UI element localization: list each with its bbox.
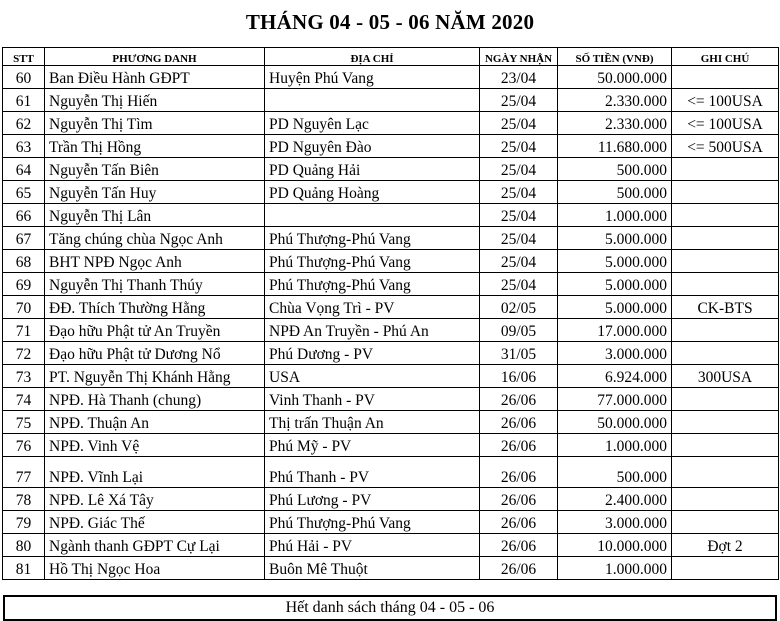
cell-address: PD Quảng Hải bbox=[265, 158, 480, 181]
cell-note bbox=[672, 488, 779, 511]
cell-date: 02/05 bbox=[480, 296, 558, 319]
cell-name: ĐĐ. Thích Thường Hằng bbox=[45, 296, 265, 319]
cell-note bbox=[672, 319, 779, 342]
cell-date: 25/04 bbox=[480, 204, 558, 227]
cell-name: PT. Nguyễn Thị Khánh Hằng bbox=[45, 365, 265, 388]
cell-address: Phú Thanh - PV bbox=[265, 457, 480, 488]
cell-date: 26/06 bbox=[480, 434, 558, 457]
cell-amount: 2.400.000 bbox=[558, 488, 672, 511]
cell-date: 26/06 bbox=[480, 457, 558, 488]
table-row bbox=[3, 388, 779, 411]
cell-address: USA bbox=[265, 365, 480, 388]
table-row bbox=[3, 89, 779, 112]
cell-name: NPĐ. Thuận An bbox=[45, 411, 265, 434]
cell-date: 26/06 bbox=[480, 388, 558, 411]
table-row bbox=[3, 273, 779, 296]
cell-name: NPĐ. Giác Thế bbox=[45, 511, 265, 534]
cell-stt: 73 bbox=[3, 365, 45, 388]
cell-date: 26/06 bbox=[480, 557, 558, 580]
cell-stt: 69 bbox=[3, 273, 45, 296]
cell-stt: 65 bbox=[3, 181, 45, 204]
header-address: ĐỊA CHỈ bbox=[265, 48, 480, 66]
cell-address: NPĐ An Truyền - Phú An bbox=[265, 319, 480, 342]
cell-stt: 60 bbox=[3, 66, 45, 89]
cell-note bbox=[672, 158, 779, 181]
cell-date: 25/04 bbox=[480, 112, 558, 135]
cell-note bbox=[672, 227, 779, 250]
cell-name: NPĐ. Hà Thanh (chung) bbox=[45, 388, 265, 411]
cell-note bbox=[672, 411, 779, 434]
cell-stt: 66 bbox=[3, 204, 45, 227]
cell-address: Phú Mỹ - PV bbox=[265, 434, 480, 457]
cell-stt: 77 bbox=[3, 457, 45, 488]
cell-note: CK-BTS bbox=[672, 296, 779, 319]
cell-date: 25/04 bbox=[480, 227, 558, 250]
cell-address: Phú Thượng-Phú Vang bbox=[265, 250, 480, 273]
cell-address: Chùa Vọng Trì - PV bbox=[265, 296, 480, 319]
cell-stt: 61 bbox=[3, 89, 45, 112]
cell-amount: 50.000.000 bbox=[558, 66, 672, 89]
table-row bbox=[3, 227, 779, 250]
cell-name: NPĐ. Vĩnh Lại bbox=[45, 457, 265, 488]
cell-note: 300USA bbox=[672, 365, 779, 388]
cell-address: Huyện Phú Vang bbox=[265, 66, 480, 89]
cell-amount: 1.000.000 bbox=[558, 557, 672, 580]
cell-name: Nguyễn Thị Thanh Thúy bbox=[45, 273, 265, 296]
cell-note bbox=[672, 181, 779, 204]
cell-note bbox=[672, 66, 779, 89]
cell-amount: 500.000 bbox=[558, 158, 672, 181]
cell-stt: 63 bbox=[3, 135, 45, 158]
cell-date: 25/04 bbox=[480, 273, 558, 296]
cell-date: 25/04 bbox=[480, 181, 558, 204]
cell-amount: 17.000.000 bbox=[558, 319, 672, 342]
cell-note bbox=[672, 511, 779, 534]
donation-table bbox=[2, 47, 779, 580]
cell-name: Ngành thanh GĐPT Cự Lại bbox=[45, 534, 265, 557]
cell-amount: 2.330.000 bbox=[558, 112, 672, 135]
cell-stt: 68 bbox=[3, 250, 45, 273]
cell-amount: 3.000.000 bbox=[558, 511, 672, 534]
cell-date: 26/06 bbox=[480, 511, 558, 534]
cell-note bbox=[672, 204, 779, 227]
table-row bbox=[3, 534, 779, 557]
table-header-row bbox=[3, 48, 779, 66]
table-row bbox=[3, 204, 779, 227]
cell-address: Phú Thượng-Phú Vang bbox=[265, 511, 480, 534]
cell-note bbox=[672, 557, 779, 580]
cell-note bbox=[672, 457, 779, 488]
cell-stt: 70 bbox=[3, 296, 45, 319]
cell-amount: 500.000 bbox=[558, 457, 672, 488]
cell-stt: 71 bbox=[3, 319, 45, 342]
cell-name: BHT NPĐ Ngọc Anh bbox=[45, 250, 265, 273]
cell-address: Phú Hải - PV bbox=[265, 534, 480, 557]
cell-date: 25/04 bbox=[480, 158, 558, 181]
cell-note bbox=[672, 342, 779, 365]
header-note: GHI CHÚ bbox=[672, 48, 779, 66]
cell-amount: 1.000.000 bbox=[558, 434, 672, 457]
table-row bbox=[3, 66, 779, 89]
cell-name: Nguyễn Thị Hiến bbox=[45, 89, 265, 112]
cell-date: 26/06 bbox=[480, 534, 558, 557]
cell-amount: 1.000.000 bbox=[558, 204, 672, 227]
cell-amount: 5.000.000 bbox=[558, 296, 672, 319]
cell-amount: 6.924.000 bbox=[558, 365, 672, 388]
cell-stt: 72 bbox=[3, 342, 45, 365]
cell-stt: 81 bbox=[3, 557, 45, 580]
cell-name: Ban Điều Hành GĐPT bbox=[45, 66, 265, 89]
cell-amount: 2.330.000 bbox=[558, 89, 672, 112]
cell-date: 31/05 bbox=[480, 342, 558, 365]
cell-name: Đạo hữu Phật tử Dương Nổ bbox=[45, 342, 265, 365]
cell-date: 09/05 bbox=[480, 319, 558, 342]
cell-amount: 11.680.000 bbox=[558, 135, 672, 158]
cell-address: PD Nguyên Lạc bbox=[265, 112, 480, 135]
cell-name: Trần Thị Hồng bbox=[45, 135, 265, 158]
header-name: PHƯƠNG DANH bbox=[45, 48, 265, 66]
table-row bbox=[3, 365, 779, 388]
cell-amount: 77.000.000 bbox=[558, 388, 672, 411]
table-row bbox=[3, 434, 779, 457]
cell-name: Hồ Thị Ngọc Hoa bbox=[45, 557, 265, 580]
cell-amount: 5.000.000 bbox=[558, 273, 672, 296]
cell-name: Tăng chúng chùa Ngọc Anh bbox=[45, 227, 265, 250]
cell-name: Nguyễn Thị Tìm bbox=[45, 112, 265, 135]
cell-address: Phú Thượng-Phú Vang bbox=[265, 227, 480, 250]
cell-date: 16/06 bbox=[480, 365, 558, 388]
cell-name: Nguyễn Tấn Biên bbox=[45, 158, 265, 181]
cell-amount: 3.000.000 bbox=[558, 342, 672, 365]
cell-address: Phú Thượng-Phú Vang bbox=[265, 273, 480, 296]
table-row bbox=[3, 296, 779, 319]
cell-stt: 75 bbox=[3, 411, 45, 434]
cell-note bbox=[672, 273, 779, 296]
table-row bbox=[3, 135, 779, 158]
cell-address bbox=[265, 204, 480, 227]
cell-address: PD Nguyên Đào bbox=[265, 135, 480, 158]
cell-amount: 500.000 bbox=[558, 181, 672, 204]
table-row bbox=[3, 158, 779, 181]
cell-address: Thị trấn Thuận An bbox=[265, 411, 480, 434]
table-row bbox=[3, 181, 779, 204]
table-row bbox=[3, 112, 779, 135]
cell-amount: 5.000.000 bbox=[558, 227, 672, 250]
cell-stt: 80 bbox=[3, 534, 45, 557]
table-row bbox=[3, 511, 779, 534]
cell-date: 25/04 bbox=[480, 135, 558, 158]
page-title: THÁNG 04 - 05 - 06 NĂM 2020 bbox=[245, 10, 535, 34]
header-stt: STT bbox=[3, 48, 45, 66]
cell-address: Buôn Mê Thuột bbox=[265, 557, 480, 580]
cell-name: Nguyễn Tấn Huy bbox=[45, 181, 265, 204]
cell-amount: 10.000.000 bbox=[558, 534, 672, 557]
cell-stt: 64 bbox=[3, 158, 45, 181]
cell-stt: 76 bbox=[3, 434, 45, 457]
cell-address: Phú Lương - PV bbox=[265, 488, 480, 511]
cell-address: PD Quảng Hoàng bbox=[265, 181, 480, 204]
table-row bbox=[3, 250, 779, 273]
table-row bbox=[3, 319, 779, 342]
table-row bbox=[3, 342, 779, 365]
cell-name: Đạo hữu Phật tử An Truyền bbox=[45, 319, 265, 342]
cell-name: NPĐ. Lê Xá Tây bbox=[45, 488, 265, 511]
cell-date: 26/06 bbox=[480, 411, 558, 434]
table-row bbox=[3, 488, 779, 511]
cell-note bbox=[672, 250, 779, 273]
cell-date: 26/06 bbox=[480, 488, 558, 511]
cell-note: <= 500USA bbox=[672, 135, 779, 158]
cell-note bbox=[672, 388, 779, 411]
table-row bbox=[3, 557, 779, 580]
cell-stt: 67 bbox=[3, 227, 45, 250]
cell-note bbox=[672, 434, 779, 457]
cell-note: <= 100USA bbox=[672, 89, 779, 112]
table-row bbox=[3, 457, 779, 488]
cell-address: Vinh Thanh - PV bbox=[265, 388, 480, 411]
list-end-note: Hết danh sách tháng 04 - 05 - 06 bbox=[3, 595, 777, 621]
cell-note: Đợt 2 bbox=[672, 534, 779, 557]
cell-stt: 62 bbox=[3, 112, 45, 135]
cell-amount: 50.000.000 bbox=[558, 411, 672, 434]
cell-stt: 78 bbox=[3, 488, 45, 511]
cell-date: 25/04 bbox=[480, 89, 558, 112]
header-amount: SỐ TIỀN (VNĐ) bbox=[558, 48, 672, 66]
cell-name: Nguyễn Thị Lân bbox=[45, 204, 265, 227]
cell-address bbox=[265, 89, 480, 112]
cell-amount: 5.000.000 bbox=[558, 250, 672, 273]
cell-stt: 79 bbox=[3, 511, 45, 534]
cell-name: NPĐ. Vinh Vệ bbox=[45, 434, 265, 457]
cell-date: 25/04 bbox=[480, 250, 558, 273]
header-date: NGÀY NHẬN bbox=[480, 48, 558, 66]
table-row bbox=[3, 411, 779, 434]
cell-date: 23/04 bbox=[480, 66, 558, 89]
cell-address: Phú Dương - PV bbox=[265, 342, 480, 365]
cell-note: <= 100USA bbox=[672, 112, 779, 135]
cell-stt: 74 bbox=[3, 388, 45, 411]
